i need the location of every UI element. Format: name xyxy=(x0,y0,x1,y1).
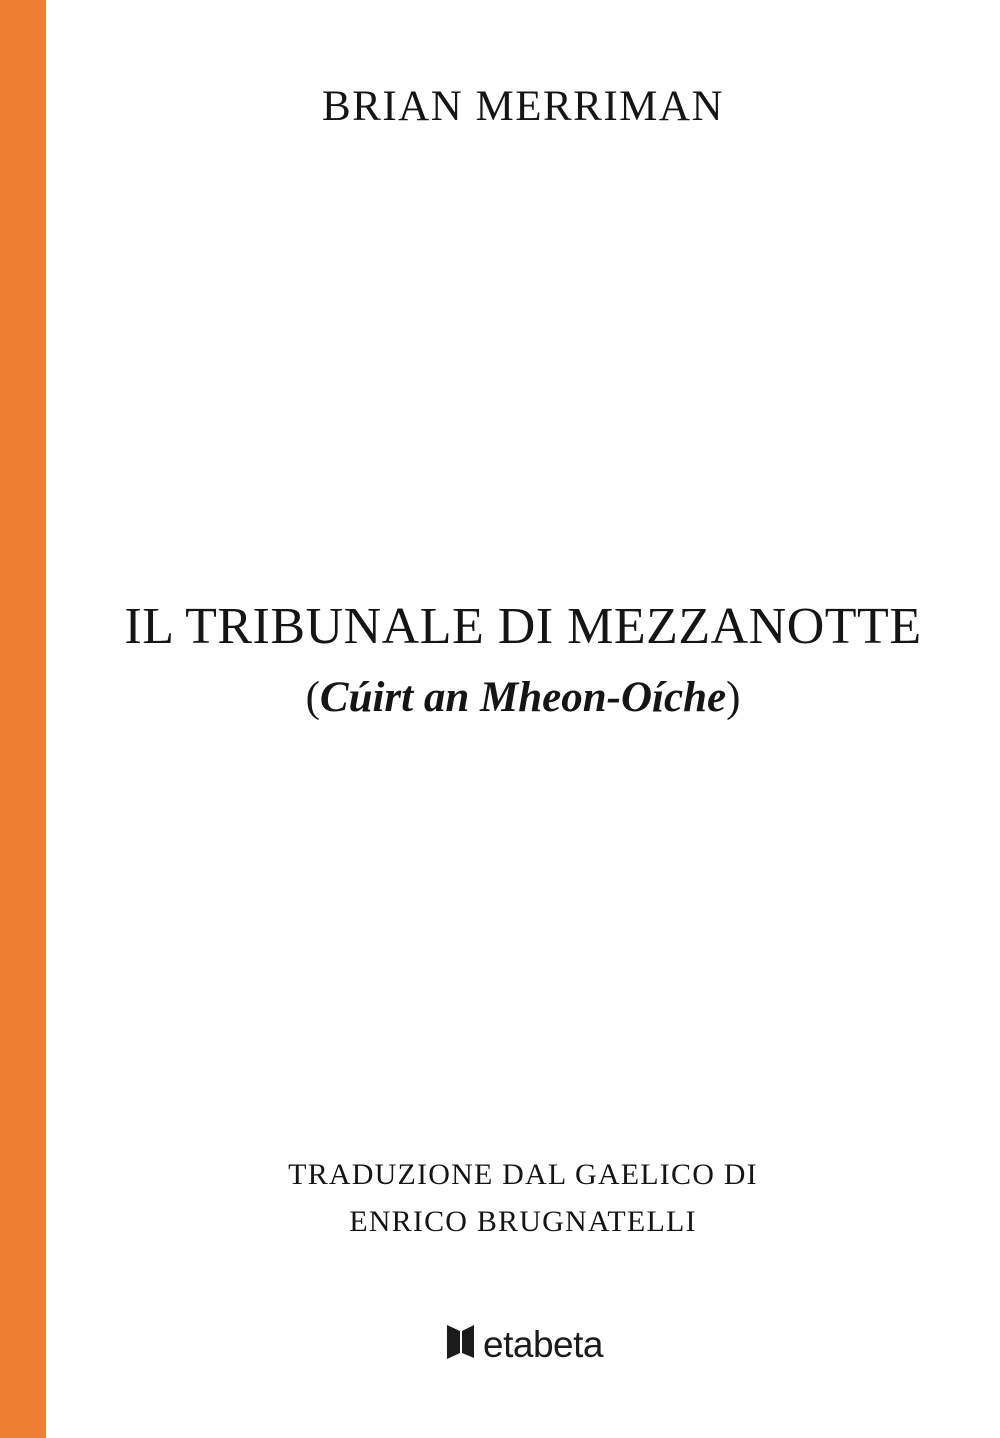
translation-credit-line-2: ENRICO BRUGNATELLI xyxy=(349,1204,697,1238)
subtitle-open-paren: ( xyxy=(305,674,320,722)
subtitle-close-paren: ) xyxy=(726,674,741,722)
spine-accent-bar xyxy=(0,0,46,1438)
publisher-name: etabeta xyxy=(483,1323,603,1365)
book-subtitle xyxy=(46,673,1000,722)
author-name: BRIAN MERRIMAN xyxy=(321,83,725,130)
subtitle-original-title: Cúirt an Mheon-Oíche xyxy=(319,674,727,722)
book-title: IL TRIBUNALE DI MEZZANOTTE xyxy=(124,598,922,655)
cover-content xyxy=(46,0,1000,1438)
translation-credit xyxy=(46,1152,1000,1245)
title-block xyxy=(46,598,1000,723)
open-book-icon xyxy=(443,1322,477,1362)
publisher-logo xyxy=(46,1322,1000,1365)
translation-credit-line-1: TRADUZIONE DAL GAELICO DI xyxy=(288,1158,758,1191)
